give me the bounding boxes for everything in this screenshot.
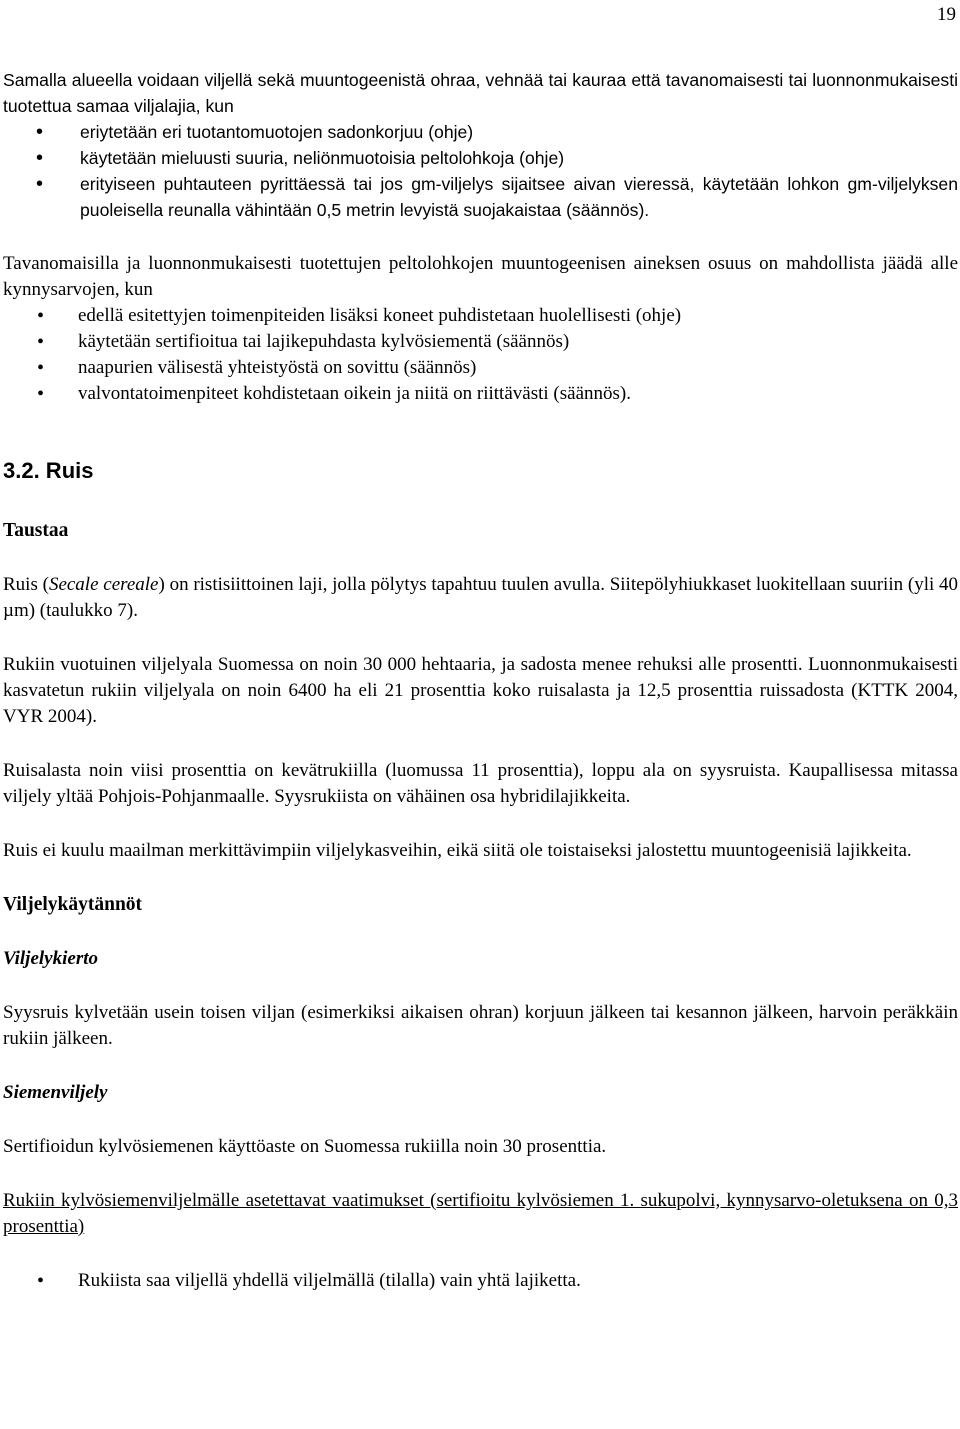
seed-paragraph: Sertifioidun kylvösiemenen käyttöaste on Suomessa rukiilla noin 30 prosenttia.: [3, 1136, 607, 1157]
rotation-heading: Viljelykierto: [3, 948, 98, 969]
threshold-bullet-list: [3, 303, 958, 407]
threshold-paragraph: Tavanomaisilla ja luonnonmukaisesti tuotettujen peltolohkojen muuntogeenisen aineksen osuus on mahdollista jäädä alle kynnysarvojen, kun: [3, 253, 958, 300]
requirements-bullet-list: [3, 1268, 958, 1294]
list-item: • erityiseen puhtauteen pyrittäessä tai jos gm-viljelys sijaitsee aivan vieressä, käytetään lohkon gm-viljelyksen puoleisella reunalla vähintään 0,5 metrin levyistä suojakaistaa (säännös).: [3, 171, 958, 223]
list-item: • Rukiista saa viljellä yhdellä viljelmällä (tilalla) vain yhtä lajiketta.: [3, 1268, 958, 1294]
list-item: • naapurien välisestä yhteistyöstä on sovittu (säännös): [3, 355, 958, 381]
rotation-paragraph: Syysruis kylvetään usein toisen viljan (esimerkiksi aikaisen ohran) korjuun jälkeen tai kesannon jälkeen, harvoin peräkkäin rukiin jälkeen.: [3, 1002, 958, 1049]
intro-bullet-list: [3, 119, 958, 223]
document-body: [3, 67, 958, 1294]
list-item: • valvontatoimenpiteet kohdistetaan oikein ja niitä on riittävästi (säännös).: [3, 381, 958, 407]
intro-paragraph: Samalla alueella voidaan viljellä sekä muuntogeenistä ohraa, vehnää tai kauraa että tavanomaisesti tai luonnonmukaisesti tuotettua samaa viljalajia, kun: [3, 70, 958, 116]
section-paragraph-4: Ruis ei kuulu maailman merkittävimpiin viljelykasveihin, eikä siitä ole toistaiseksi jalostettu muuntogeenisiä lajikkeita.: [3, 840, 912, 861]
background-heading: Taustaa: [3, 520, 69, 541]
section-paragraph-1: [3, 572, 958, 624]
list-item: • käytetään sertifioitua tai lajikepuhdasta kylvösiementä (säännös): [3, 329, 958, 355]
requirements-heading: Rukiin kylvösiemenviljelmälle asetettavat vaatimukset (sertifioitu kylvösiemen 1. sukupolvi, kynnysarvo-oletuksena on 0,3 prosenttia): [3, 1190, 958, 1237]
list-item: • eriytetään eri tuotantomuotojen sadonkorjuu (ohje): [3, 119, 958, 145]
list-item: • edellä esitettyjen toimenpiteiden lisäksi koneet puhdistetaan huolellisesti (ohje): [3, 303, 958, 329]
latin-name: Secale cereale: [48, 574, 159, 595]
section-title: 3.2. Ruis: [3, 458, 94, 483]
p1-after: ) on ristisiittoinen laji, jolla pölytys tapahtuu tuulen avulla. Siitepölyhiukkaset luokitellaan suuriin (yli 40 µm) (taulukko 7).: [3, 574, 959, 621]
seed-heading: Siemenviljely: [3, 1082, 108, 1103]
section-paragraph-2: Rukiin vuotuinen viljelyala Suomessa on noin 30 000 hehtaaria, ja sadosta menee rehuksi alle prosentti. Luonnonmukaisesti kasvatetun rukiin viljelyala on noin 6400 ha eli 21 prosenttia koko ruisalasta ja 12,5 prosenttia ruissadosta (KTTK 2004, VYR 2004).: [3, 654, 958, 727]
practices-heading: Viljelykäytännöt: [3, 894, 143, 915]
p1-before: Ruis (: [3, 574, 49, 595]
page-number: 19: [937, 4, 956, 25]
list-item: • käytetään mieluusti suuria, neliönmuotoisia peltolohkoja (ohje): [3, 145, 958, 171]
section-paragraph-3: Ruisalasta noin viisi prosenttia on kevätrukiilla (luomussa 11 prosenttia), loppu ala on syysruista. Kaupallisessa mitassa viljely yltää Pohjois-Pohjanmaalle. Syysrukiista on vähäinen osa hybridilajikkeita.: [3, 760, 958, 807]
